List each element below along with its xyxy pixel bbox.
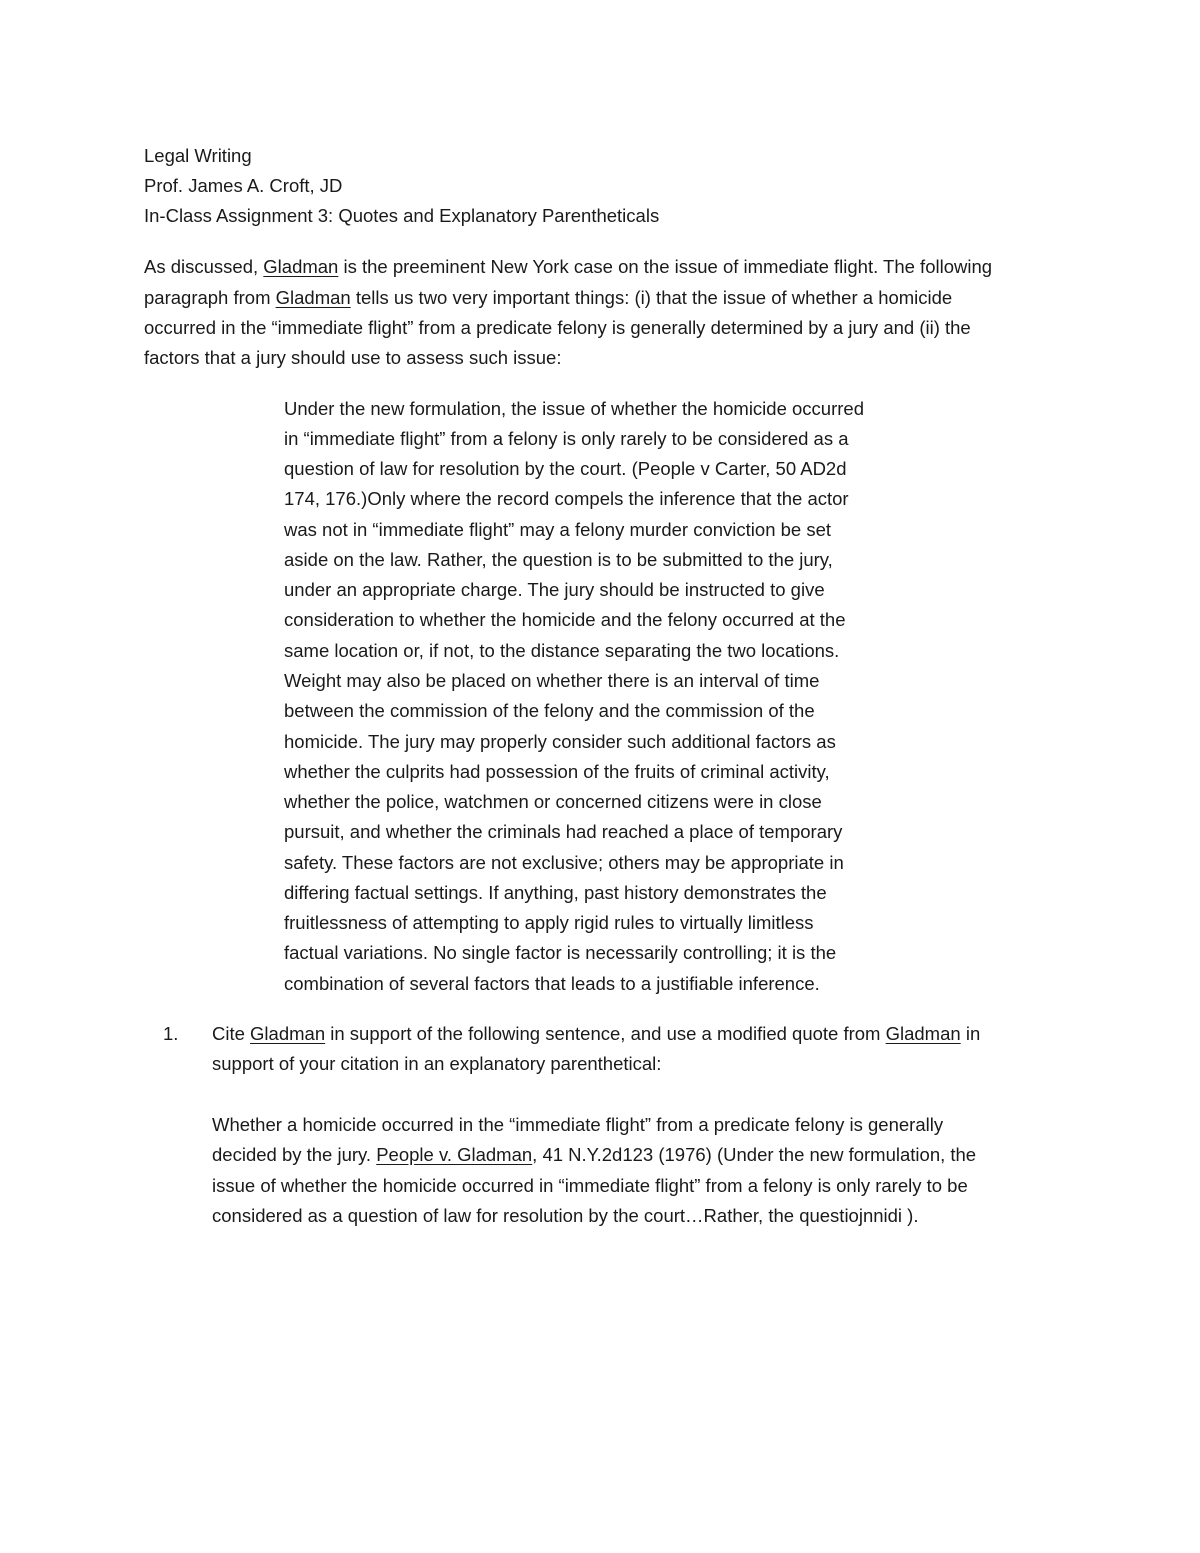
answer-line-4: considered as a question of law for resolution by the court…Rather, the questiojnnidi ). xyxy=(212,1205,919,1226)
quote-line: whether the culprits had possession of the fruits of criminal activity, xyxy=(284,761,830,782)
quote-line: Weight may also be placed on whether there is an interval of time xyxy=(284,670,820,691)
intro-text: tells us two very important things: (i) that the issue of whether a homicide xyxy=(350,287,953,308)
quote-line: whether the police, watchmen or concerned citizens were in close xyxy=(284,791,822,812)
quote-line: factual variations. No single factor is necessarily controlling; it is the xyxy=(284,942,837,963)
professor-name: Prof. James A. Croft, JD xyxy=(144,175,343,196)
item-1-line-1 xyxy=(212,1022,980,1046)
quote-line: differing factual settings. If anything, past history demonstrates the xyxy=(284,882,827,903)
case-name: Gladman xyxy=(263,256,339,277)
answer-text: , 41 N.Y.2d123 (1976) (Under the new formulation, the xyxy=(532,1144,977,1165)
item-text: in support of the following sentence, and use a modified quote from xyxy=(325,1023,886,1044)
intro-line-1 xyxy=(144,255,992,279)
quote-line: between the commission of the felony and the commission of the xyxy=(284,700,815,721)
case-name: Gladman xyxy=(885,1023,961,1044)
intro-line-3: occurred in the “immediate flight” from a predicate felony is generally determined by a jury and (ii) the xyxy=(144,317,971,338)
item-text: Cite xyxy=(212,1023,251,1044)
quote-line: same location or, if not, to the distance separating the two locations. xyxy=(284,640,840,661)
quote-line: safety. These factors are not exclusive; others may be appropriate in xyxy=(284,852,844,873)
quote-line: homicide. The jury may properly consider such additional factors as xyxy=(284,731,836,752)
case-name: Gladman xyxy=(275,287,351,308)
quote-line: combination of several factors that leads to a justifiable inference. xyxy=(284,973,820,994)
quote-line: under an appropriate charge. The jury should be instructed to give xyxy=(284,579,825,600)
quote-line: pursuit, and whether the criminals had reached a place of temporary xyxy=(284,821,843,842)
answer-text: decided by the jury. xyxy=(212,1144,377,1165)
course-title: Legal Writing xyxy=(144,145,252,166)
item-1-line-2: support of your citation in an explanatory parenthetical: xyxy=(212,1053,662,1074)
quote-line: Under the new formulation, the issue of whether the homicide occurred xyxy=(284,398,864,419)
quote-line: in “immediate flight” from a felony is only rarely to be considered as a xyxy=(284,428,849,449)
quote-line: aside on the law. Rather, the question is to be submitted to the jury, xyxy=(284,549,833,570)
intro-text: As discussed, xyxy=(144,256,264,277)
intro-line-2 xyxy=(144,286,952,310)
quote-line: 174, 176.)Only where the record compels the inference that the actor xyxy=(284,488,849,509)
quote-line: fruitlessness of attempting to apply rigid rules to virtually limitless xyxy=(284,912,814,933)
case-name: Gladman xyxy=(250,1023,326,1044)
intro-text: paragraph from xyxy=(144,287,276,308)
answer-line-2 xyxy=(212,1143,976,1167)
quote-line: question of law for resolution by the court. (People v Carter, 50 AD2d xyxy=(284,458,847,479)
quote-line: was not in “immediate flight” may a felony murder conviction be set xyxy=(284,519,832,540)
assignment-title: In-Class Assignment 3: Quotes and Explanatory Parentheticals xyxy=(144,205,660,226)
case-citation: People v. Gladman xyxy=(376,1144,533,1165)
answer-line-1: Whether a homicide occurred in the “immediate flight” from a predicate felony is generally xyxy=(212,1114,944,1135)
quote-line: consideration to whether the homicide and the felony occurred at the xyxy=(284,609,846,630)
intro-line-4: factors that a jury should use to assess such issue: xyxy=(144,347,562,368)
intro-text: is the preeminent New York case on the issue of immediate flight. The following xyxy=(338,256,993,277)
item-text: in xyxy=(960,1023,981,1044)
item-number: 1. xyxy=(163,1023,179,1044)
answer-line-3: issue of whether the homicide occurred in “immediate flight” from a felony is only rarely to be xyxy=(212,1175,968,1196)
